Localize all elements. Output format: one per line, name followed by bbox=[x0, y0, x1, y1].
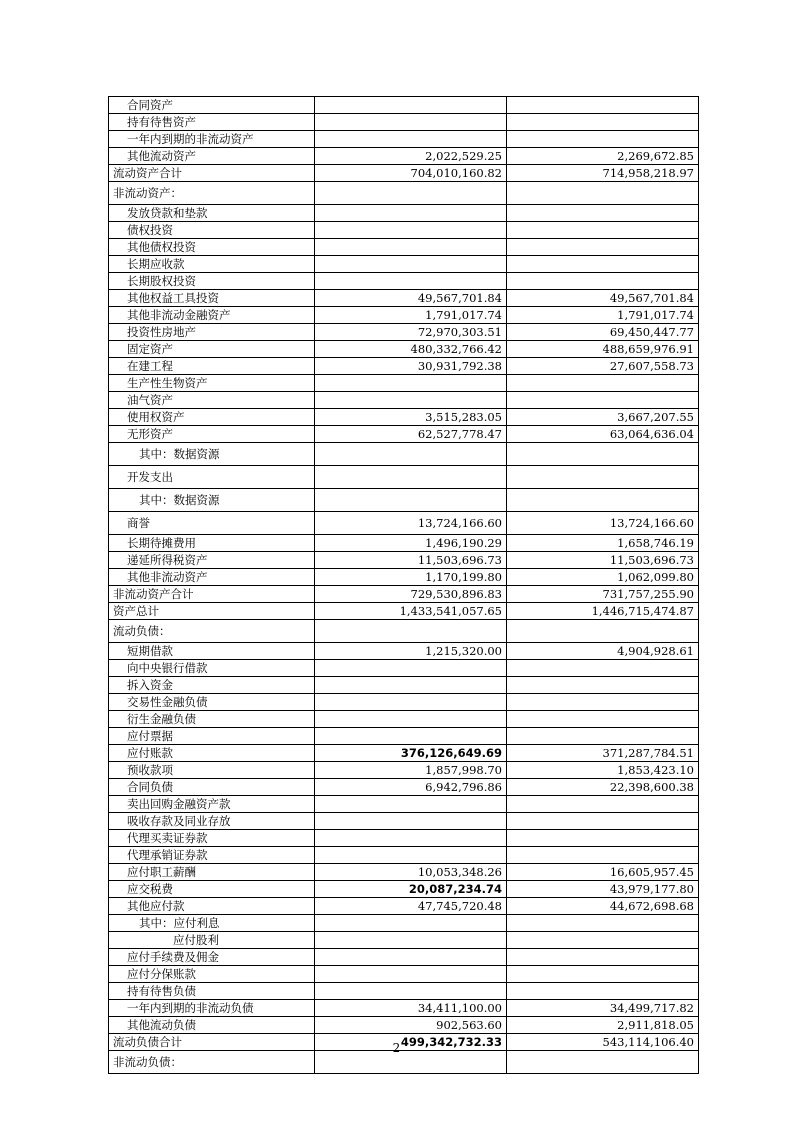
row-item-label: 递延所得税资产 bbox=[109, 552, 315, 569]
row-item-label: 其他权益工具投资 bbox=[109, 290, 315, 307]
row-item-label: 长期股权投资 bbox=[109, 273, 315, 290]
row-item-label: 其中：应付利息 bbox=[109, 915, 315, 932]
row-item-label: 应付股利 bbox=[109, 932, 315, 949]
row-value-period-start bbox=[507, 711, 699, 728]
row-value-period-end bbox=[315, 239, 507, 256]
table-row bbox=[109, 97, 699, 114]
table-row bbox=[109, 512, 699, 535]
row-item-label: 非流动负债： bbox=[109, 1051, 315, 1074]
row-value-period-start bbox=[507, 847, 699, 864]
table-row bbox=[109, 728, 699, 745]
row-item-label: 交易性金融负债 bbox=[109, 694, 315, 711]
row-value-period-start: 2,269,672.85 bbox=[507, 148, 699, 165]
row-value-period-end: 49,567,701.84 bbox=[315, 290, 507, 307]
row-value-period-start bbox=[507, 966, 699, 983]
row-value-period-end bbox=[315, 796, 507, 813]
row-value-period-end: 72,970,303.51 bbox=[315, 324, 507, 341]
row-value-period-start bbox=[507, 813, 699, 830]
table-row bbox=[109, 864, 699, 881]
row-value-period-start: 44,672,698.68 bbox=[507, 898, 699, 915]
row-value-period-start: 1,446,715,474.87 bbox=[507, 603, 699, 620]
row-item-label: 其他应付款 bbox=[109, 898, 315, 915]
row-value-period-end: 1,170,199.80 bbox=[315, 569, 507, 586]
row-item-label: 流动负债： bbox=[109, 620, 315, 643]
row-value-period-end bbox=[315, 932, 507, 949]
table-row bbox=[109, 847, 699, 864]
table-row bbox=[109, 779, 699, 796]
table-row bbox=[109, 426, 699, 443]
row-item-label: 非流动资产合计 bbox=[109, 586, 315, 603]
table-row bbox=[109, 273, 699, 290]
row-value-period-start bbox=[507, 915, 699, 932]
row-value-period-start bbox=[507, 932, 699, 949]
row-value-period-end: 34,411,100.00 bbox=[315, 1000, 507, 1017]
row-value-period-end: 1,857,998.70 bbox=[315, 762, 507, 779]
row-item-label: 代理买卖证券款 bbox=[109, 830, 315, 847]
row-value-period-start bbox=[507, 392, 699, 409]
row-item-label: 流动负债合计 bbox=[109, 1034, 315, 1051]
row-value-period-end: 376,126,649.69 bbox=[315, 745, 507, 762]
table-row bbox=[109, 148, 699, 165]
table-row bbox=[109, 603, 699, 620]
row-value-period-start bbox=[507, 114, 699, 131]
row-value-period-start bbox=[507, 97, 699, 114]
table-row bbox=[109, 341, 699, 358]
row-value-period-start: 11,503,696.73 bbox=[507, 552, 699, 569]
row-item-label: 其他非流动金融资产 bbox=[109, 307, 315, 324]
row-item-label: 持有待售负债 bbox=[109, 983, 315, 1000]
table-row bbox=[109, 165, 699, 182]
table-row bbox=[109, 489, 699, 512]
row-value-period-end: 480,332,766.42 bbox=[315, 341, 507, 358]
row-value-period-start: 13,724,166.60 bbox=[507, 512, 699, 535]
row-value-period-start: 16,605,957.45 bbox=[507, 864, 699, 881]
row-value-period-end: 20,087,234.74 bbox=[315, 881, 507, 898]
table-row bbox=[109, 290, 699, 307]
table-row bbox=[109, 392, 699, 409]
row-value-period-end bbox=[315, 256, 507, 273]
table-row bbox=[109, 409, 699, 426]
row-item-label: 应付手续费及佣金 bbox=[109, 949, 315, 966]
row-value-period-start: 1,658,746.19 bbox=[507, 535, 699, 552]
table-row bbox=[109, 205, 699, 222]
row-item-label: 流动资产合计 bbox=[109, 165, 315, 182]
row-item-label: 预收款项 bbox=[109, 762, 315, 779]
table-row bbox=[109, 324, 699, 341]
row-value-period-start: 27,607,558.73 bbox=[507, 358, 699, 375]
table-row bbox=[109, 535, 699, 552]
row-value-period-end bbox=[315, 813, 507, 830]
table-row bbox=[109, 256, 699, 273]
row-value-period-end: 13,724,166.60 bbox=[315, 512, 507, 535]
row-item-label: 应付职工薪酬 bbox=[109, 864, 315, 881]
row-value-period-start bbox=[507, 796, 699, 813]
row-value-period-end: 729,530,896.83 bbox=[315, 586, 507, 603]
table-row bbox=[109, 711, 699, 728]
row-item-label: 其中：数据资源 bbox=[109, 443, 315, 466]
row-value-period-end bbox=[315, 620, 507, 643]
table-row bbox=[109, 898, 699, 915]
row-item-label: 应付分保账款 bbox=[109, 966, 315, 983]
row-value-period-start: 488,659,976.91 bbox=[507, 341, 699, 358]
row-item-label: 其他债权投资 bbox=[109, 239, 315, 256]
table-row bbox=[109, 983, 699, 1000]
row-item-label: 发放贷款和垫款 bbox=[109, 205, 315, 222]
table-row bbox=[109, 552, 699, 569]
table-row bbox=[109, 114, 699, 131]
table-row bbox=[109, 796, 699, 813]
row-item-label: 其中：数据资源 bbox=[109, 489, 315, 512]
row-value-period-end: 6,942,796.86 bbox=[315, 779, 507, 796]
row-value-period-start: 4,904,928.61 bbox=[507, 643, 699, 660]
table-row bbox=[109, 307, 699, 324]
table-row bbox=[109, 1000, 699, 1017]
row-value-period-start bbox=[507, 830, 699, 847]
row-item-label: 应付票据 bbox=[109, 728, 315, 745]
row-value-period-end bbox=[315, 711, 507, 728]
row-value-period-end bbox=[315, 182, 507, 205]
balance-sheet-table bbox=[108, 96, 699, 1074]
row-value-period-end: 11,503,696.73 bbox=[315, 552, 507, 569]
row-value-period-end: 499,342,732.33 bbox=[315, 1034, 507, 1051]
row-value-period-start: 731,757,255.90 bbox=[507, 586, 699, 603]
table-row bbox=[109, 569, 699, 586]
row-item-label: 其他流动负债 bbox=[109, 1017, 315, 1034]
row-value-period-start: 1,853,423.10 bbox=[507, 762, 699, 779]
row-item-label: 吸收存款及同业存放 bbox=[109, 813, 315, 830]
row-item-label: 长期待摊费用 bbox=[109, 535, 315, 552]
row-item-label: 债权投资 bbox=[109, 222, 315, 239]
table-row bbox=[109, 660, 699, 677]
row-value-period-end bbox=[315, 205, 507, 222]
row-item-label: 一年内到期的非流动资产 bbox=[109, 131, 315, 148]
row-value-period-start bbox=[507, 205, 699, 222]
row-item-label: 资产总计 bbox=[109, 603, 315, 620]
row-value-period-end bbox=[315, 392, 507, 409]
table-row bbox=[109, 443, 699, 466]
row-value-period-end: 2,022,529.25 bbox=[315, 148, 507, 165]
table-row bbox=[109, 966, 699, 983]
row-value-period-end bbox=[315, 915, 507, 932]
table-row bbox=[109, 949, 699, 966]
table-row bbox=[109, 1017, 699, 1034]
row-value-period-start bbox=[507, 239, 699, 256]
table-row bbox=[109, 131, 699, 148]
balance-sheet-body bbox=[109, 97, 699, 1074]
row-value-period-end: 1,496,190.29 bbox=[315, 535, 507, 552]
row-item-label: 应交税费 bbox=[109, 881, 315, 898]
table-row bbox=[109, 182, 699, 205]
row-item-label: 拆入资金 bbox=[109, 677, 315, 694]
row-item-label: 合同资产 bbox=[109, 97, 315, 114]
row-value-period-start bbox=[507, 694, 699, 711]
row-value-period-end: 30,931,792.38 bbox=[315, 358, 507, 375]
row-item-label: 无形资产 bbox=[109, 426, 315, 443]
row-value-period-end bbox=[315, 114, 507, 131]
row-value-period-start bbox=[507, 620, 699, 643]
row-value-period-start: 69,450,447.77 bbox=[507, 324, 699, 341]
row-value-period-start bbox=[507, 182, 699, 205]
row-item-label: 商誉 bbox=[109, 512, 315, 535]
row-value-period-start bbox=[507, 131, 699, 148]
row-value-period-end bbox=[315, 830, 507, 847]
row-value-period-start: 371,287,784.51 bbox=[507, 745, 699, 762]
row-value-period-start: 1,791,017.74 bbox=[507, 307, 699, 324]
row-value-period-start bbox=[507, 949, 699, 966]
row-item-label: 其他非流动资产 bbox=[109, 569, 315, 586]
table-row bbox=[109, 932, 699, 949]
table-row bbox=[109, 239, 699, 256]
row-value-period-end: 47,745,720.48 bbox=[315, 898, 507, 915]
table-row bbox=[109, 745, 699, 762]
row-value-period-end: 3,515,283.05 bbox=[315, 409, 507, 426]
row-item-label: 卖出回购金融资产款 bbox=[109, 796, 315, 813]
row-value-period-start bbox=[507, 222, 699, 239]
row-item-label: 固定资产 bbox=[109, 341, 315, 358]
table-row bbox=[109, 643, 699, 660]
row-value-period-start: 714,958,218.97 bbox=[507, 165, 699, 182]
row-item-label: 代理承销证券款 bbox=[109, 847, 315, 864]
row-value-period-start bbox=[507, 677, 699, 694]
row-item-label: 向中央银行借款 bbox=[109, 660, 315, 677]
table-row bbox=[109, 830, 699, 847]
table-row bbox=[109, 466, 699, 489]
row-value-period-end bbox=[315, 966, 507, 983]
row-value-period-end bbox=[315, 677, 507, 694]
row-value-period-end bbox=[315, 983, 507, 1000]
row-value-period-start: 43,979,177.80 bbox=[507, 881, 699, 898]
row-value-period-end bbox=[315, 443, 507, 466]
row-item-label: 非流动资产： bbox=[109, 182, 315, 205]
row-item-label: 衍生金融负债 bbox=[109, 711, 315, 728]
table-row bbox=[109, 586, 699, 603]
row-value-period-end bbox=[315, 949, 507, 966]
row-item-label: 投资性房地产 bbox=[109, 324, 315, 341]
page-number: 2 bbox=[392, 1041, 401, 1055]
table-row bbox=[109, 375, 699, 392]
row-value-period-end bbox=[315, 660, 507, 677]
table-row bbox=[109, 915, 699, 932]
table-row bbox=[109, 358, 699, 375]
row-value-period-start: 34,499,717.82 bbox=[507, 1000, 699, 1017]
row-value-period-end: 1,791,017.74 bbox=[315, 307, 507, 324]
table-row bbox=[109, 222, 699, 239]
row-item-label: 长期应收款 bbox=[109, 256, 315, 273]
table-row bbox=[109, 677, 699, 694]
row-value-period-end: 1,215,320.00 bbox=[315, 643, 507, 660]
row-value-period-end bbox=[315, 728, 507, 745]
row-value-period-start bbox=[507, 466, 699, 489]
row-item-label: 其他流动资产 bbox=[109, 148, 315, 165]
row-value-period-start: 49,567,701.84 bbox=[507, 290, 699, 307]
row-item-label: 合同负债 bbox=[109, 779, 315, 796]
row-item-label: 在建工程 bbox=[109, 358, 315, 375]
row-item-label: 应付账款 bbox=[109, 745, 315, 762]
row-value-period-end: 10,053,348.26 bbox=[315, 864, 507, 881]
row-value-period-end bbox=[315, 466, 507, 489]
row-value-period-start: 1,062,099.80 bbox=[507, 569, 699, 586]
row-value-period-start bbox=[507, 256, 699, 273]
row-item-label: 持有待售资产 bbox=[109, 114, 315, 131]
row-item-label: 一年内到期的非流动负债 bbox=[109, 1000, 315, 1017]
row-value-period-start bbox=[507, 983, 699, 1000]
row-value-period-start: 2,911,818.05 bbox=[507, 1017, 699, 1034]
row-item-label: 开发支出 bbox=[109, 466, 315, 489]
row-value-period-end bbox=[315, 847, 507, 864]
row-value-period-start bbox=[507, 273, 699, 290]
table-row bbox=[109, 694, 699, 711]
table-row bbox=[109, 813, 699, 830]
row-value-period-end bbox=[315, 489, 507, 512]
row-value-period-end bbox=[315, 131, 507, 148]
row-item-label: 生产性生物资产 bbox=[109, 375, 315, 392]
row-value-period-end bbox=[315, 273, 507, 290]
row-value-period-start: 3,667,207.55 bbox=[507, 409, 699, 426]
row-value-period-end: 704,010,160.82 bbox=[315, 165, 507, 182]
row-value-period-start bbox=[507, 375, 699, 392]
row-item-label: 使用权资产 bbox=[109, 409, 315, 426]
table-row bbox=[109, 620, 699, 643]
row-value-period-start: 543,114,106.40 bbox=[507, 1034, 699, 1051]
row-value-period-end: 1,433,541,057.65 bbox=[315, 603, 507, 620]
row-item-label: 油气资产 bbox=[109, 392, 315, 409]
row-value-period-start: 22,398,600.38 bbox=[507, 779, 699, 796]
row-value-period-start bbox=[507, 728, 699, 745]
row-value-period-end bbox=[315, 694, 507, 711]
row-value-period-end bbox=[315, 97, 507, 114]
row-value-period-end bbox=[315, 375, 507, 392]
row-value-period-start bbox=[507, 489, 699, 512]
table-row bbox=[109, 762, 699, 779]
row-value-period-end: 62,527,778.47 bbox=[315, 426, 507, 443]
row-item-label: 短期借款 bbox=[109, 643, 315, 660]
row-value-period-start bbox=[507, 443, 699, 466]
table-row bbox=[109, 881, 699, 898]
row-value-period-start bbox=[507, 660, 699, 677]
row-value-period-end: 902,563.60 bbox=[315, 1017, 507, 1034]
row-value-period-start: 63,064,636.04 bbox=[507, 426, 699, 443]
row-value-period-end bbox=[315, 222, 507, 239]
